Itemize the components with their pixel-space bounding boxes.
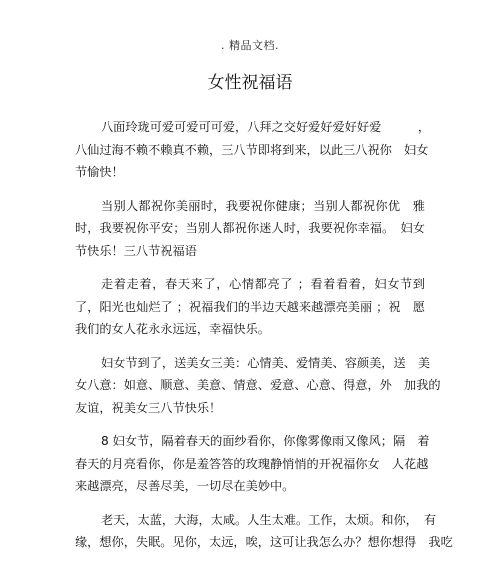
text-line: 当别人都祝你美丽时，我要祝你健康；当别人都祝你优 雅 [101,198,425,213]
text-line: 我们的女人花永永远远，幸福快乐。 [75,322,270,336]
paragraph [75,352,441,420]
text-line: 春天的月亮看你，你是羞答答的玫瑰静悄悄的开祝福你女 人花越 [75,456,429,471]
paragraph [75,273,425,341]
text-line: 八仙过海不赖不赖真不赖，三八节即将到来，以此三八祝你 妇女 [75,142,429,157]
paragraph [75,116,431,184]
text-line: 八面玲珑可爱可爱可可爱，八拜之交好爱好爱好好爱 ， [101,120,431,134]
text-line: 老天，太蓝，大海，太咸。人生太难。工作，太烦。和你， 有 [101,512,437,527]
paragraph [75,195,425,263]
text-line: 缘，想你，失眠。见你，太远，唉，这可让我怎么办？想你想得 我吃 [75,535,453,549]
header-note: . 精品文档. [221,39,279,52]
text-line: 时，我要祝你平安；当别人都祝你迷人时，我要祝你幸福。 妇女 [75,221,425,235]
text-line: 妇女节到了，送美女三美：心情美、爱情美、容颜美，送 美 [101,355,431,370]
paragraph [75,430,430,498]
text-line: 了，阳光也灿烂了 ；祝福我们的半边天越来越漂亮美丽 ；祝 愿 [75,299,425,314]
text-line: 友谊，祝美女三八节快乐！ [75,400,222,415]
document-title: 女性祝福语 [207,73,293,93]
body-text [75,116,453,565]
text-line: 走着走着，春天来了，心情都亮了 ；看着看着，妇女节到 [101,277,425,291]
text-line: 来越漂亮，尽善尽美，一切尽在美妙中。 [75,479,295,493]
text-line: 节快乐！三八节祝福语 [75,243,197,258]
text-line: 女八意：如意、顺意、美意、情意、爱意、心意、得意，外 加我的 [75,378,441,392]
text-line: 节愉快！ [75,165,124,179]
paragraph [75,509,453,554]
text-line: 8 妇女节，隔着春天的面纱看你，你像雾像雨又像风；隔 着 [101,434,430,448]
